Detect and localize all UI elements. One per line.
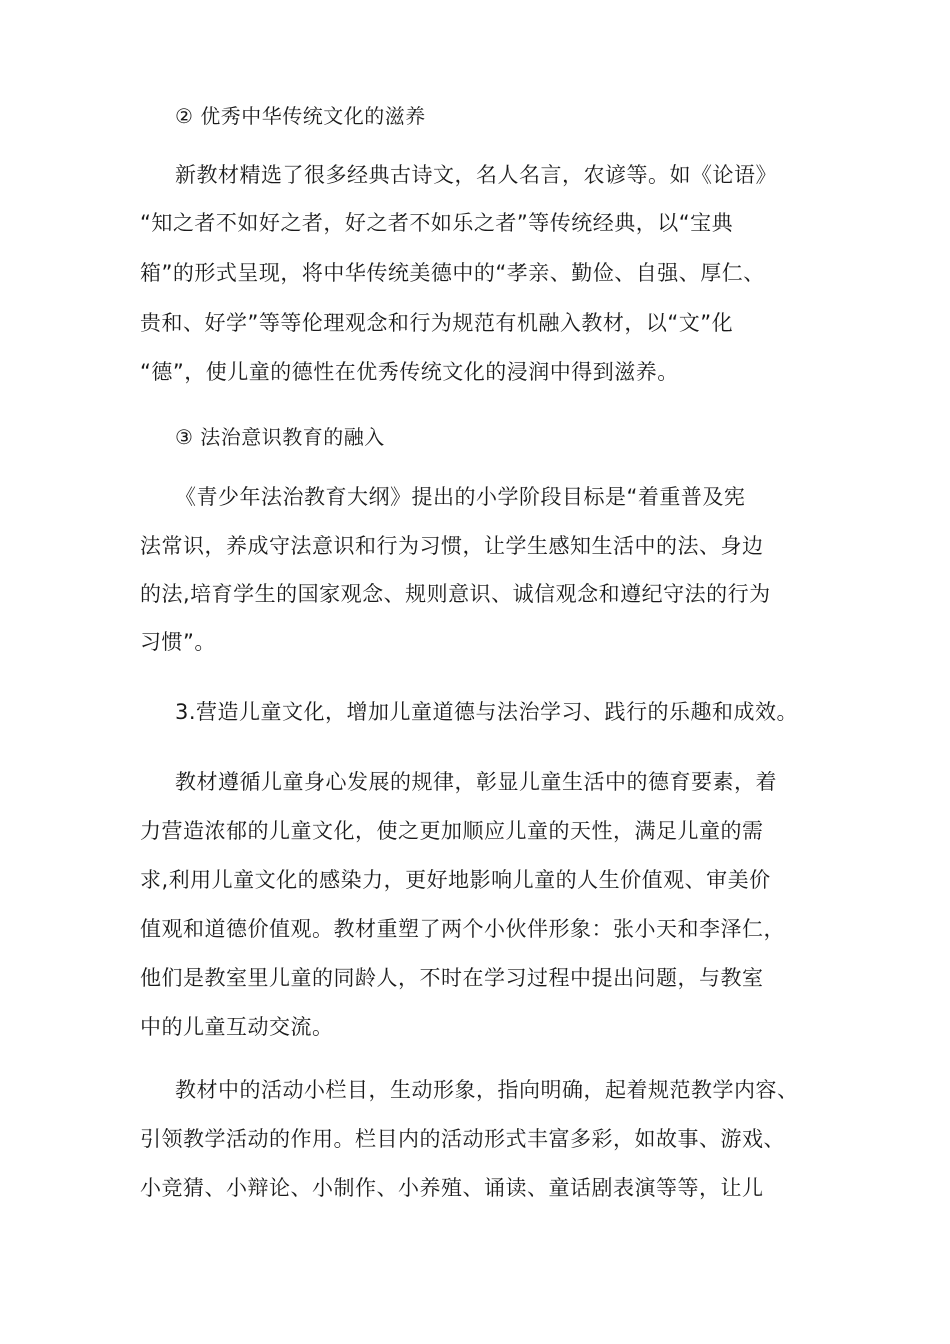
section-heading-rule-of-law: ③ 法治意识教育的融入 — [175, 425, 385, 449]
paragraph-line: 《青少年法治教育大纲》提出的小学阶段目标是“着重普及宪 — [175, 485, 746, 509]
paragraph-line: 法常识，养成守法意识和行为习惯，让学生感知生活中的法、身边 — [140, 534, 764, 558]
paragraph-line: “德”，使儿童的德性在优秀传统文化的浸润中得到滋养。 — [140, 360, 679, 384]
paragraph-line: 他们是教室里儿童的同龄人，不时在学习过程中提出问题，与教室 — [140, 966, 764, 990]
section-heading-traditional-culture: ② 优秀中华传统文化的滋养 — [175, 104, 426, 128]
paragraph-line: 新教材精选了很多经典古诗文，名人名言，农谚等。如《论语》 — [175, 163, 777, 187]
paragraph-line: 教材中的活动小栏目，生动形象，指向明确，起着规范教学内容、 — [175, 1078, 799, 1102]
paragraph-line: 力营造浓郁的儿童文化，使之更加顺应儿童的天性，满足儿童的需 — [140, 819, 764, 843]
point-heading-children-culture: 3.营造儿童文化，增加儿童道德与法治学习、践行的乐趣和成效。 — [175, 700, 799, 724]
paragraph-line: 求,利用儿童文化的感染力，更好地影响儿童的人生价值观、审美价 — [140, 868, 771, 892]
paragraph-line: 的法,培育学生的国家观念、规则意识、诚信观念和遵纪守法的行为 — [140, 582, 771, 606]
paragraph-line: “知之者不如好之者，好之者不如乐之者”等传统经典，以“宝典 — [140, 211, 734, 235]
paragraph-line: 引领教学活动的作用。栏目内的活动形式丰富多彩，如故事、游戏、 — [140, 1127, 785, 1151]
paragraph-line: 习惯”。 — [140, 630, 216, 654]
paragraph-line: 教材遵循儿童身心发展的规律，彰显儿童生活中的德育要素，着 — [175, 770, 777, 794]
paragraph-line: 贵和、好学”等等伦理观念和行为规范有机融入教材，以“文”化 — [140, 311, 734, 335]
paragraph-line: 值观和道德价值观。教材重塑了两个小伙伴形象：张小天和李泽仁， — [140, 917, 785, 941]
paragraph-line: 箱”的形式呈现，将中华传统美德中的“孝亲、勤俭、自强、厚仁、 — [140, 261, 765, 285]
paragraph-line: 小竞猜、小辩论、小制作、小养殖、诵读、童话剧表演等等，让儿 — [140, 1176, 764, 1200]
paragraph-line: 中的儿童互动交流。 — [140, 1015, 334, 1039]
